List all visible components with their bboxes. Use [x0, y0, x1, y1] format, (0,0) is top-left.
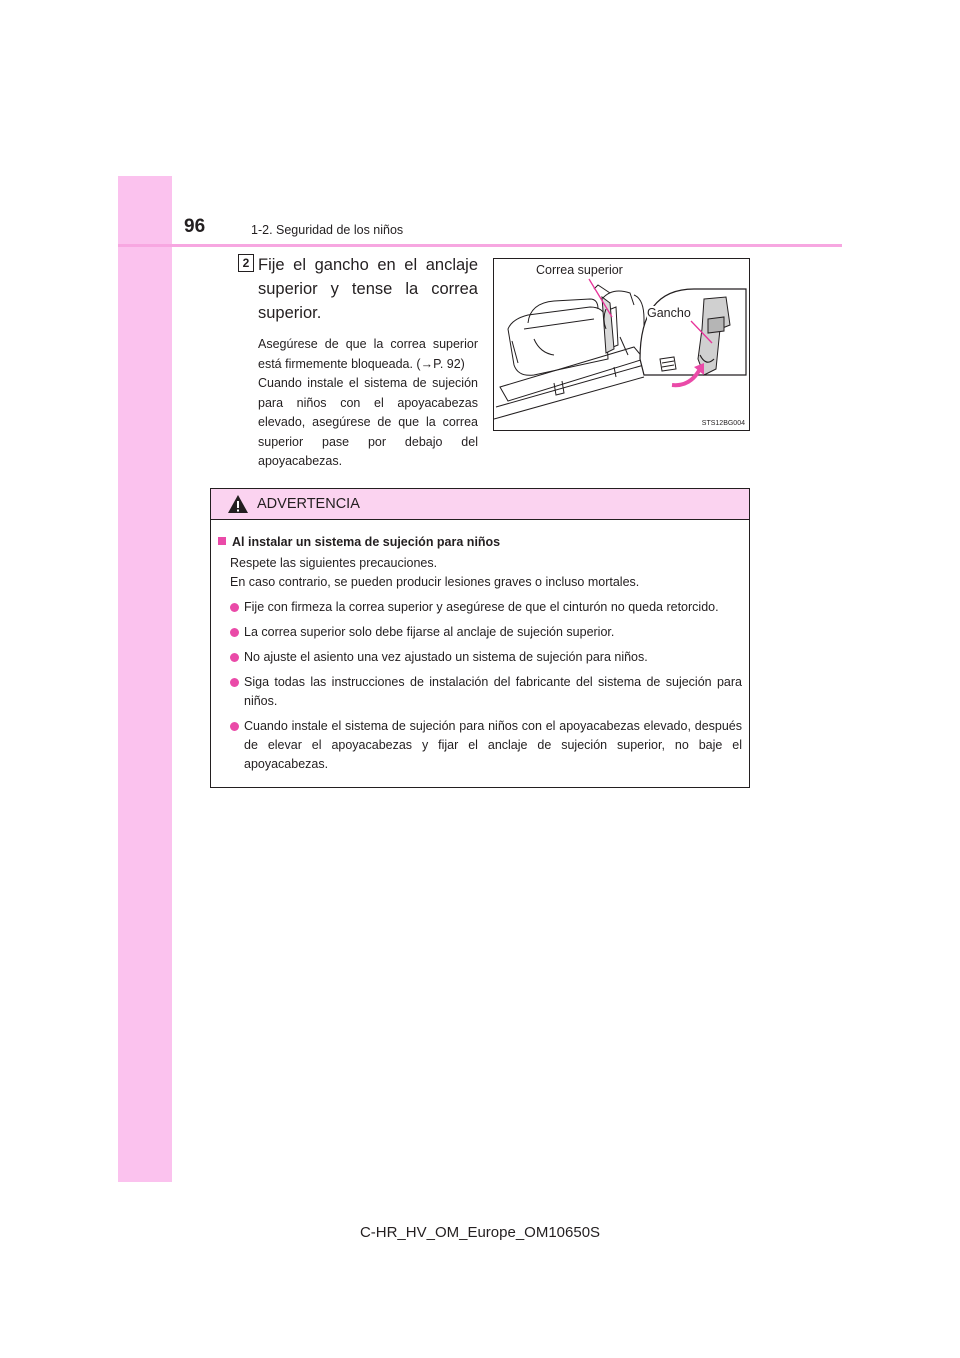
- callout-label-hook: Gancho: [647, 306, 691, 320]
- circle-bullet-icon: [230, 722, 239, 731]
- warning-triangle-icon: [227, 494, 249, 514]
- step-instructions: [258, 253, 478, 472]
- bullet-text: Cuando instale el sistema de sujeción para niños con el apoyacabezas elevado, después de elevar el apoyacabezas y fijar el anclaje de sujeción superior, no baje el apoyacabezas.: [244, 719, 742, 771]
- list-item: [230, 717, 742, 774]
- page-number: 96: [184, 216, 206, 237]
- section-title: 1-2. Seguridad de los niños: [251, 223, 404, 237]
- circle-bullet-icon: [230, 603, 239, 612]
- list-item: [230, 598, 742, 617]
- bullet-text: Siga todas las instrucciones de instalación del fabricante del sistema de sujeción para niños.: [244, 675, 742, 708]
- bullet-text: No ajuste el asiento una vez ajustado un sistema de sujeción para niños.: [244, 650, 648, 664]
- header-rule: [118, 244, 842, 247]
- step-note-2: Cuando instale el sistema de sujeción para niños con el apoyacabezas elevado, asegúrese de que la correa superior pase por debajo del apoyacabezas.: [258, 376, 478, 468]
- list-item: [230, 623, 742, 642]
- callout-label-top-strap: Correa superior: [536, 263, 623, 277]
- step-main-text: Fije el gancho en el anclaje superior y tense la correa superior.: [258, 256, 478, 322]
- warning-header: [211, 489, 749, 520]
- warning-body: [211, 520, 749, 774]
- circle-bullet-icon: [230, 678, 239, 687]
- bullet-text: La correa superior solo debe fijarse al anclaje de sujeción superior.: [244, 625, 615, 639]
- bullet-text: Fije con firmeza la correa superior y asegúrese de que el cinturón no queda retorcido.: [244, 600, 719, 614]
- warning-box: [210, 488, 750, 788]
- list-item: [230, 648, 742, 667]
- circle-bullet-icon: [230, 653, 239, 662]
- step-number-badge: 2: [238, 254, 254, 272]
- warning-heading: [218, 533, 742, 552]
- warning-title: ADVERTENCIA: [257, 496, 360, 512]
- step-note-1: Asegúrese de que la correa superior está firmemente bloqueada. (→P. 92): [258, 337, 478, 371]
- square-bullet-icon: [218, 537, 226, 545]
- warning-heading-text: Al instalar un sistema de sujeción para niños: [232, 535, 501, 549]
- document-code-footer: C-HR_HV_OM_Europe_OM10650S: [359, 1224, 601, 1241]
- circle-bullet-icon: [230, 628, 239, 637]
- list-item: [230, 673, 742, 711]
- warning-intro-1: Respete las siguientes precauciones.: [230, 556, 438, 570]
- tether-strap-illustration: [493, 258, 750, 431]
- figure-code: STS12BG004: [701, 420, 745, 427]
- seat-diagram-drawing: [494, 259, 750, 431]
- warning-intro-2: En caso contrario, se pueden producir lesiones graves o incluso mortales.: [230, 575, 640, 589]
- warning-bullet-list: [218, 598, 742, 774]
- side-color-band: [118, 176, 172, 1182]
